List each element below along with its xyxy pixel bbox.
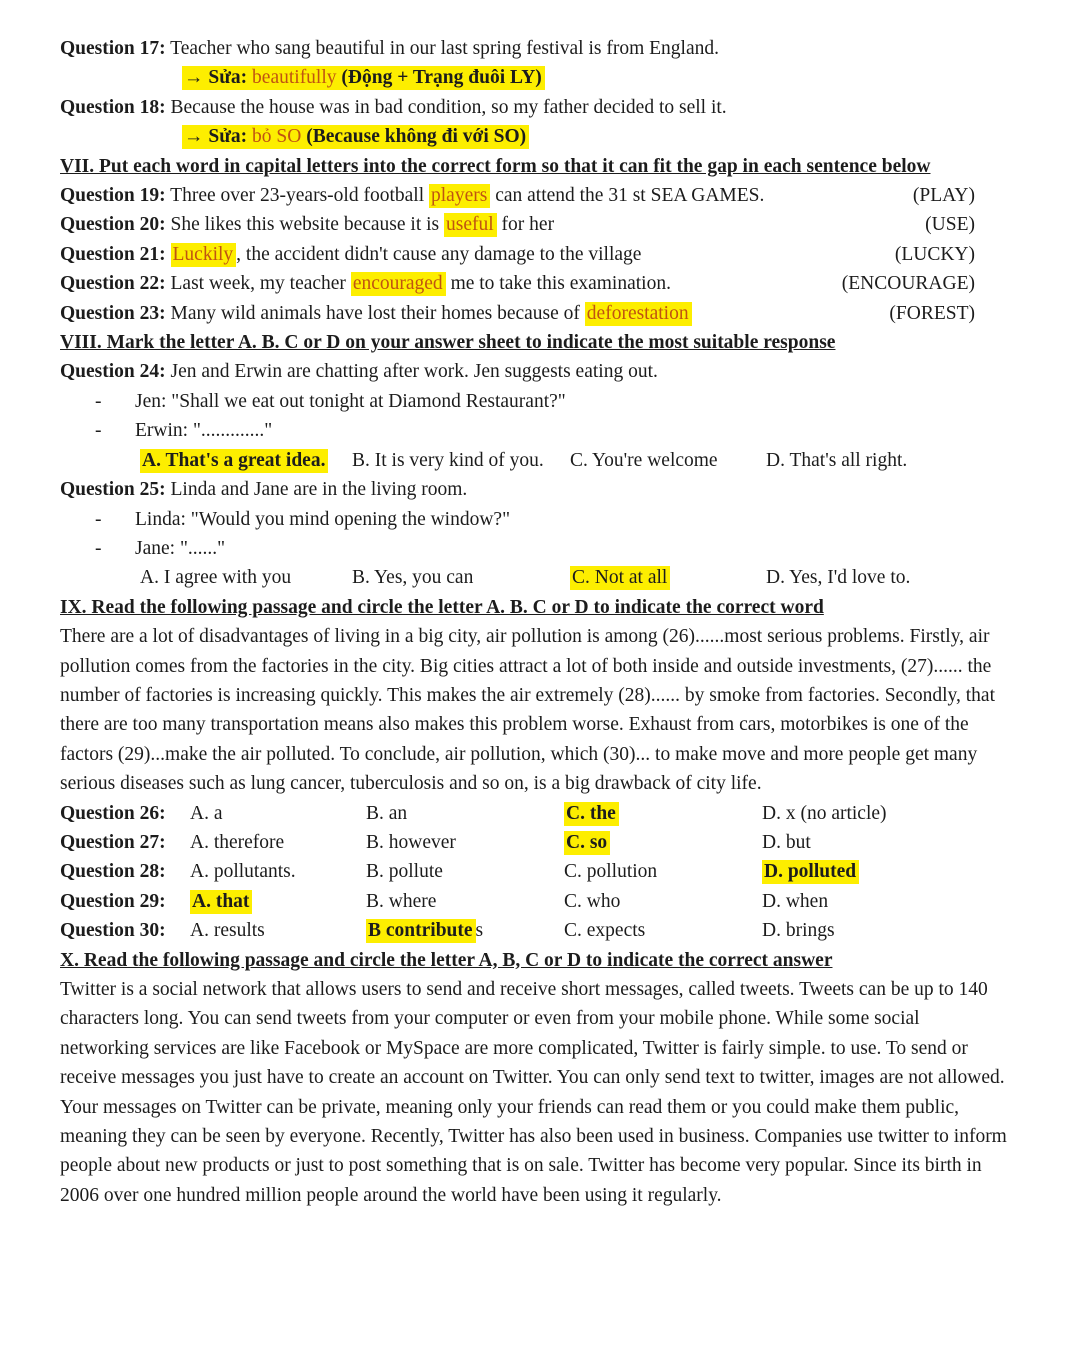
question-18-text: Because the house was in bad condition, so my father decided to sell it. xyxy=(170,96,727,118)
dialogue-text: Jane: "......" xyxy=(135,537,226,559)
question-17-text: Teacher who sang beautiful in our last spring festival is from England. xyxy=(170,38,719,59)
correction-note: (Động + Trạng đuôi LY) xyxy=(341,67,542,89)
sentence-post: can attend the 31 st SEA GAMES. xyxy=(495,185,765,207)
option-c: C. who xyxy=(564,890,621,912)
word-form-question-19 xyxy=(60,181,1010,210)
option-b: B. however xyxy=(366,831,456,853)
section-viii-heading: VIII. Mark the letter A. B. C or D on your answer sheet to indicate the most suitable response xyxy=(60,332,836,354)
option-d-highlight: D. polluted xyxy=(762,860,859,884)
dialogue-line-erwin xyxy=(60,416,1010,445)
option-c-highlight: C. the xyxy=(564,802,619,826)
answer-word: Luckily xyxy=(171,243,237,267)
option-c-highlight: C. so xyxy=(564,831,610,855)
option-a xyxy=(140,446,352,475)
question-21-text xyxy=(60,240,895,269)
option-c: C. pollution xyxy=(564,861,658,883)
option-d: D. Yes, I'd love to. xyxy=(766,567,911,589)
question-25-text: Linda and Jane are in the living room. xyxy=(170,479,468,501)
question-19-label: Question 19: xyxy=(60,185,166,207)
option-b: B. where xyxy=(366,890,437,912)
question-26-label: Question 26: xyxy=(60,802,166,824)
dash-bullet: - xyxy=(95,390,102,412)
option-d: D. brings xyxy=(762,920,835,942)
correction-highlight-17 xyxy=(182,66,545,90)
question-18-line xyxy=(60,93,1010,122)
option-c-highlight: C. Not at all xyxy=(570,566,670,590)
question-17-label: Question 17: xyxy=(60,38,166,59)
right-arrow-icon: → xyxy=(184,126,204,148)
dialogue-line-jen xyxy=(60,387,1010,416)
dialogue-text: Jen: "Shall we eat out tonight at Diamond Restaurant?" xyxy=(135,390,566,412)
sentence-post: , the accident didn't cause any damage to the village xyxy=(236,243,642,265)
dialogue-text: Linda: "Would you mind opening the window?" xyxy=(135,508,511,530)
mcq-question-27 xyxy=(60,828,1010,857)
word-form-question-23 xyxy=(60,299,1010,328)
question-25-line xyxy=(60,475,1010,504)
capital-word: (FOREST) xyxy=(889,302,975,324)
option-b: B. Yes, you can xyxy=(352,567,474,589)
dialogue-text: Erwin: "............." xyxy=(135,420,273,442)
capital-word: (USE) xyxy=(925,214,975,236)
question-20-label: Question 20: xyxy=(60,214,166,236)
sua-label: Sửa: xyxy=(208,67,248,89)
dialogue-line-jane xyxy=(60,534,1010,563)
sentence-post: me to take this examination. xyxy=(450,273,671,295)
option-c xyxy=(570,563,766,592)
dash-bullet: - xyxy=(95,537,102,559)
question-17-line xyxy=(60,34,1010,63)
right-arrow-icon: → xyxy=(184,67,204,89)
capital-word: (PLAY) xyxy=(912,185,975,207)
word-form-question-20 xyxy=(60,210,1010,239)
correction-line-17 xyxy=(182,63,1010,92)
dialogue-line-linda xyxy=(60,505,1010,534)
mcq-question-29 xyxy=(60,887,1010,916)
option-a-highlight: A. that xyxy=(190,890,252,914)
section-ix-heading: IX. Read the following passage and circle the letter A. B. C or D to indicate the correct word xyxy=(60,596,824,618)
option-a-highlight: A. That's a great idea. xyxy=(140,449,328,473)
option-b: B. an xyxy=(366,802,408,824)
sentence-pre: Many wild animals have lost their homes because of xyxy=(170,302,580,324)
option-a: A. a xyxy=(190,802,223,824)
answer-word: encouraged xyxy=(351,272,446,296)
question-20-text xyxy=(60,210,925,239)
option-c: C. expects xyxy=(564,920,646,942)
question-24-text: Jen and Erwin are chatting after work. Jen suggests eating out. xyxy=(170,361,658,383)
option-b xyxy=(366,916,564,945)
correction-line-18 xyxy=(182,122,1010,151)
question-24-options xyxy=(60,446,1010,475)
sentence-pre: Three over 23-years-old football xyxy=(170,185,425,207)
sentence-pre: She likes this website because it is xyxy=(170,214,440,236)
question-28-label: Question 28: xyxy=(60,861,166,883)
question-27-label: Question 27: xyxy=(60,831,166,853)
mcq-question-30 xyxy=(60,916,1010,945)
answer-word: players xyxy=(429,184,490,208)
mcq-question-28 xyxy=(60,857,1010,886)
dash-bullet: - xyxy=(95,420,102,442)
sentence-pre: Last week, my teacher xyxy=(170,273,346,295)
section-x-heading: X. Read the following passage and circle the letter A, B, C or D to indicate the correct answer xyxy=(60,949,833,971)
question-25-label: Question 25: xyxy=(60,479,166,501)
question-21-label: Question 21: xyxy=(60,243,166,265)
correction-word: beautifully xyxy=(252,67,337,89)
option-a: A. I agree with you xyxy=(140,567,292,589)
option-b-suffix: s xyxy=(475,920,484,942)
option-a: A. therefore xyxy=(190,831,285,853)
word-form-question-22 xyxy=(60,269,1010,298)
correction-highlight-18 xyxy=(182,125,529,149)
section-vii-heading: VII. Put each word in capital letters into the correct form so that it can fit the gap in each sentence below xyxy=(60,155,931,177)
option-a: A. results xyxy=(190,920,265,942)
question-18-label: Question 18: xyxy=(60,96,166,118)
sentence-post: for her xyxy=(501,214,555,236)
option-d xyxy=(762,857,1010,886)
option-c: C. You're welcome xyxy=(570,449,718,471)
option-a xyxy=(190,887,366,916)
option-a: A. pollutants. xyxy=(190,861,296,883)
answer-word: deforestation xyxy=(585,302,692,326)
question-23-label: Question 23: xyxy=(60,302,166,324)
question-25-options xyxy=(60,563,1010,592)
question-22-text xyxy=(60,269,842,298)
option-c xyxy=(564,799,762,828)
passage-twitter: Twitter is a social network that allows users to send and receive short messages, called tweets. Tweets can be up to 140 characters long. You can send tweets from your computer or even from your mobile phone. While some social networking services are like Facebook or MySpace are more complicated, Twitter is fairly simple. to use. To send or receive messages you just have to create an account on Twitter. You can only send text to twitter, images are not allowed. Your messages on Twitter can be private, meaning only your friends can read them or you could make them public, meaning they can be seen by everyone. Recently, Twitter has also been used in business. Companies use twitter to inform people about new products or just to post something that is on sale. Twitter has become very popular. Since its birth in 2006 over one hundred million people around the world have been using it regularly. xyxy=(60,979,1007,1206)
question-24-line xyxy=(60,357,1010,386)
dash-bullet: - xyxy=(95,508,102,530)
capital-word: (LUCKY) xyxy=(894,243,975,265)
question-29-label: Question 29: xyxy=(60,890,166,912)
question-22-label: Question 22: xyxy=(60,273,166,295)
correction-word: bỏ SO xyxy=(252,126,302,148)
mcq-question-26 xyxy=(60,799,1010,828)
question-19-text xyxy=(60,181,913,210)
question-23-text xyxy=(60,299,889,328)
word-form-question-21 xyxy=(60,240,1010,269)
question-24-label: Question 24: xyxy=(60,361,166,383)
option-d: D. when xyxy=(762,890,829,912)
option-b: B. It is very kind of you. xyxy=(352,449,544,471)
correction-note: (Because không đi với SO) xyxy=(306,126,527,148)
sua-label: Sửa: xyxy=(208,126,248,148)
option-b: B. pollute xyxy=(366,861,443,883)
option-d: D. x (no article) xyxy=(762,802,887,824)
question-30-label: Question 30: xyxy=(60,920,166,942)
option-d: D. but xyxy=(762,831,811,853)
option-b-highlight: B contribute xyxy=(366,919,476,943)
passage-city-pollution: There are a lot of disadvantages of living in a big city, air pollution is among (26)......most serious problems. Firstly, air pollution comes from the factories in the city. Big cities attract a lot of both inside and outside investments, (27)...... the number of factories is increasing quickly. This makes the air extremely (28)...... by smoke from factories. Secondly, that there are too many transportation means also makes this problem worse. Exhaust from cars, motorbikes is one of the factors (29)...make the air polluted. To conclude, air pollution, which (30)... to make move and more people get many serious diseases such as lung cancer, tuberculosis and so on, is a big drawback of city life. xyxy=(60,626,996,795)
answer-word: useful xyxy=(444,213,497,237)
option-c xyxy=(564,828,762,857)
capital-word: (ENCOURAGE) xyxy=(841,273,975,295)
option-d: D. That's all right. xyxy=(766,449,908,471)
